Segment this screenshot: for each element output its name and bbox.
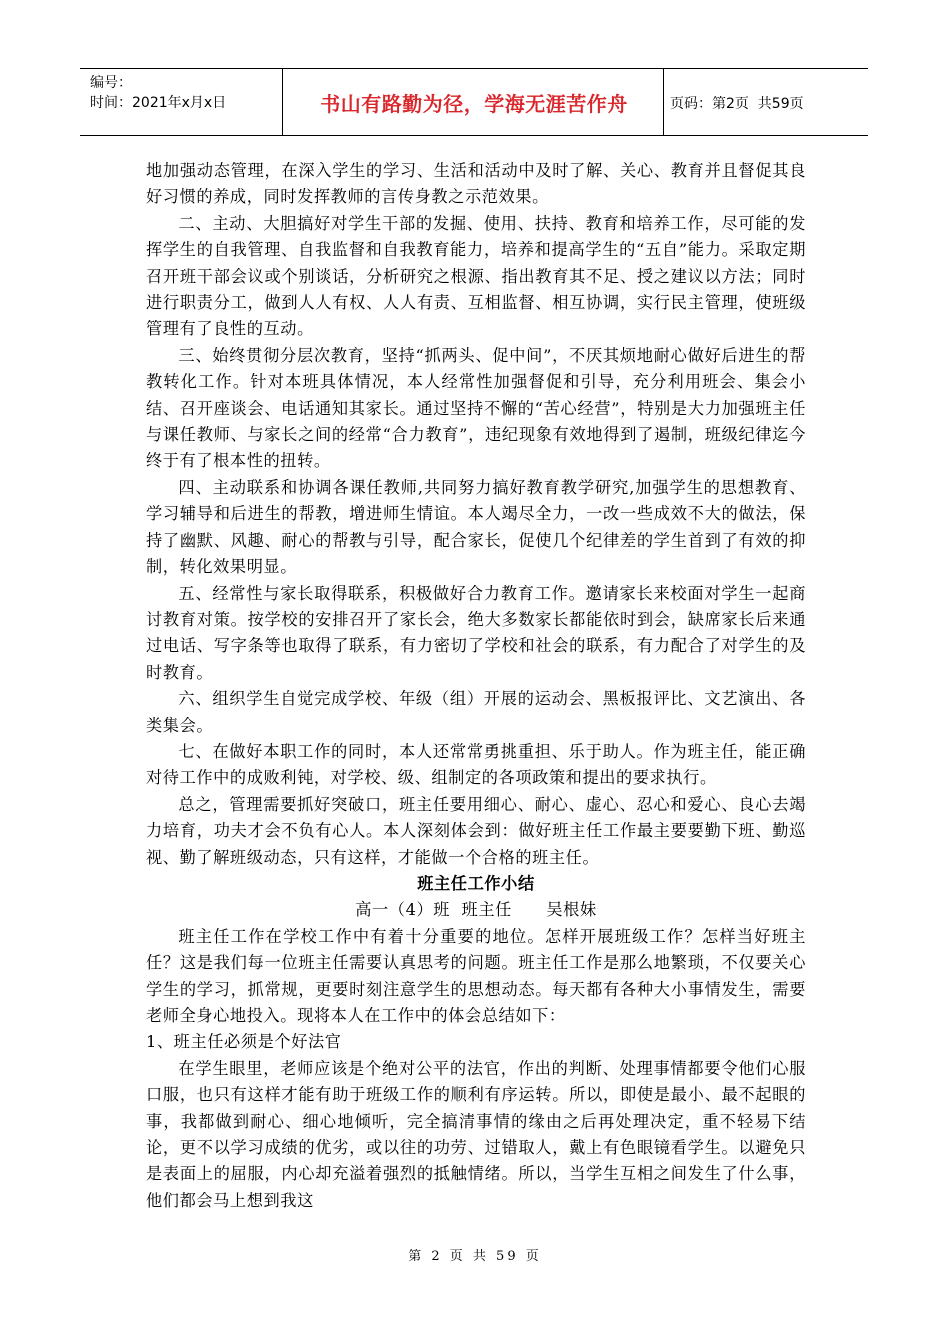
header-divider-right [663, 69, 664, 135]
page-header [80, 68, 868, 136]
paragraph-summary: 总之，管理需要抓好突破口，班主任要用细心、耐心、虚心、忍心和爱心、良心去竭力培育，功夫才会不负有心人。本人深刻体会到：做好班主任工作最主要要勤下班、勤巡视、勤了解班级动态，只有这样，才能做一个合格的班主任。 [146, 794, 806, 867]
paragraph-item-2: 二、主动、大胆搞好对学生干部的发掘、使用、扶持、教育和培养工作，尽可能的发挥学生的自我管理、自我监督和自我教育能力，培养和提高学生的“五自”能力。采取定期召开班干部会议或个别谈话，分析研究之根源、指出教育其不足、授之建议以方法；同时进行职责分工，做到人人有权、人人有责、互相监督、相互协调，实行民主管理，使班级管理有了良性的互动。 [146, 213, 806, 339]
header-page-info: 页码：第2页 共59页 [670, 96, 804, 112]
author-line: 高一（4）班 班主任 吴根妹 [355, 900, 597, 920]
document-date: 时间：2021年x月x日 [90, 95, 227, 111]
paragraph-item-7: 七、在做好本职工作的同时，本人还常常勇挑重担、乐于助人。作为班主任，能正确对待工作中的成败利钝，对学校、级、组制定的各项政策和提出的要求执行。 [146, 741, 806, 788]
header-meta [90, 73, 226, 113]
header-divider-left [282, 69, 283, 135]
point-heading: 1、班主任必须是个好法官 [146, 1032, 342, 1052]
paragraph-item-6: 六、组织学生自觉完成学校、年级（组）开展的运动会、黑板报评比、文艺演出、各类集会。 [146, 689, 806, 735]
paragraph-item-3: 三、始终贯彻分层次教育，坚持“抓两头、促中间”，不厌其烦地耐心做好后进生的帮教转化工作。针对本班具体情况，本人经常性加强督促和引导，充分利用班会、集会小结、召开座谈会、电话通知其家长。通过坚持不懈的“苦心经营”，特别是大力加强班主任与课任教师、与家长之间的经常“合力教育”，违纪现象有效地得到了遏制，班级纪律迄今终于有了根本性的扭转。 [146, 345, 806, 471]
document-body [146, 158, 806, 1214]
paragraph-continued: 地加强动态管理，在深入学生的学习、生活和活动中及时了解、关心、教育并且督促其良好习惯的养成，同时发挥教师的言传身教之示范效果。 [146, 161, 806, 207]
document-number-label: 编号： [90, 75, 132, 91]
section-title: 班主任工作小结 [417, 873, 535, 893]
paragraph-item-4: 四、主动联系和协调各课任教师,共同努力搞好教育教学研究,加强学生的思想教育、学习辅导和后进生的帮教，增进师生情谊。本人竭尽全力，一改一些成效不大的做法，保持了幽默、风趣、耐心的帮教与引导，配合家长，促使几个纪律差的学生首到了有效的抑制，转化效果明显。 [146, 477, 806, 577]
intro-paragraph: 班主任工作在学校工作中有着十分重要的地位。怎样开展班级工作？怎样当好班主任？这是我们每一位班主任需要认真思考的问题。班主任工作是那么地繁琐，不仅要关心学生的学习，抓常规，更要时刻注意学生的思想动态。每天都有各种大小事情发生，需要老师全身心地投入。现将本人在工作中的体会总结如下： [146, 926, 806, 1025]
page-footer: 第 2 页 共 59 页 [408, 1249, 542, 1264]
paragraph-item-5: 五、经常性与家长取得联系，积极做好合力教育工作。邀请家长来校面对学生一起商讨教育对策。按学校的安排召开了家长会，绝大多数家长都能依时到会，缺席家长后来通过电话、写字条等也取得了联系，有力密切了学校和社会的联系，有力配合了对学生的及时教育。 [146, 583, 806, 682]
point-paragraph: 在学生眼里，老师应该是个绝对公平的法官，作出的判断、处理事情都要令他们心服口服，也只有这样才能有助于班级工作的顺利有序运转。所以，即使是最小、最不起眼的事，我都做到耐心、细心地倾听，完全搞清事情的缘由之后再处理决定，重不轻易下结论，更不以学习成绩的优劣，或以往的功劳、过错取人，戴上有色眼镜看学生。以避免只是表面上的屈服，内心却充溢着强烈的抵触情绪。所以，当学生互相之间发生了什么事，他们都会马上想到我这 [146, 1058, 806, 1210]
header-motto: 书山有路勤为径，学海无涯苦作舟 [320, 91, 628, 116]
